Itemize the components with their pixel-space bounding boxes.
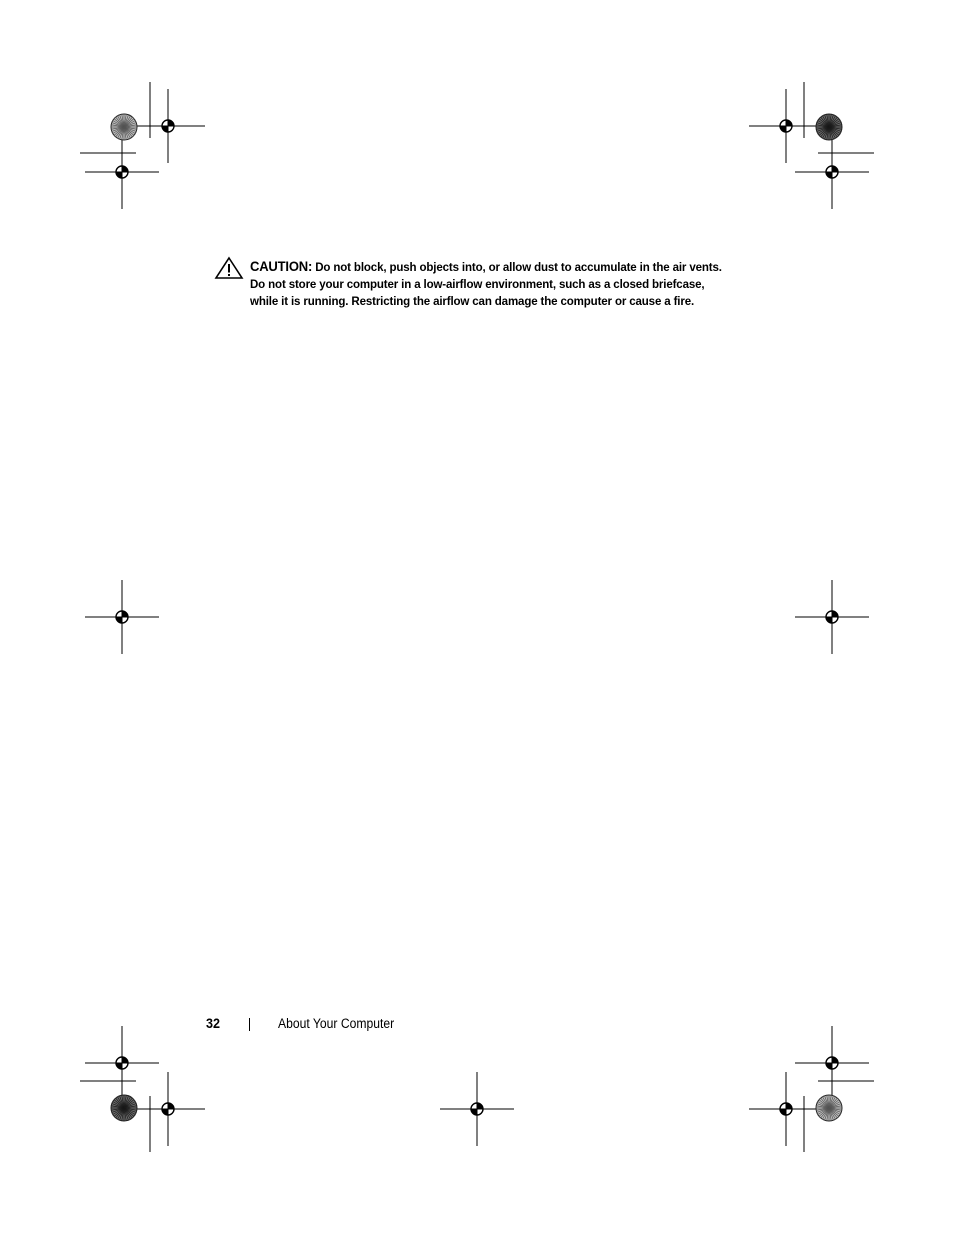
color-starburst-mark xyxy=(816,1095,842,1121)
color-starburst-mark xyxy=(111,1095,137,1121)
caution-label: CAUTION: xyxy=(250,258,313,274)
color-starburst-mark xyxy=(111,114,137,140)
footer-divider xyxy=(249,1018,250,1031)
page-number: 32 xyxy=(206,1015,221,1031)
caution-paragraph xyxy=(250,258,722,310)
color-starburst-mark xyxy=(816,114,842,140)
registration-target xyxy=(795,1026,869,1100)
registration-target xyxy=(85,135,159,209)
registration-target xyxy=(749,89,823,163)
footer-section-title: About Your Computer xyxy=(278,1016,395,1031)
registration-target xyxy=(749,1072,823,1146)
registration-target xyxy=(440,1072,514,1146)
registration-target xyxy=(85,1026,159,1100)
registration-target xyxy=(85,580,159,654)
page-footer xyxy=(206,1015,606,1035)
registration-target xyxy=(131,89,205,163)
caution-body: Do not block, push objects into, or allow dust to accumulate in the air vents. Do not store your computer in a low-airflow environment, such as a closed briefcase, while it is running. Restricting the airflow can damage the computer or cause a fire. xyxy=(250,260,722,308)
warning-triangle-icon xyxy=(214,256,244,280)
registration-target xyxy=(131,1072,205,1146)
registration-target xyxy=(795,580,869,654)
registration-target xyxy=(795,135,869,209)
